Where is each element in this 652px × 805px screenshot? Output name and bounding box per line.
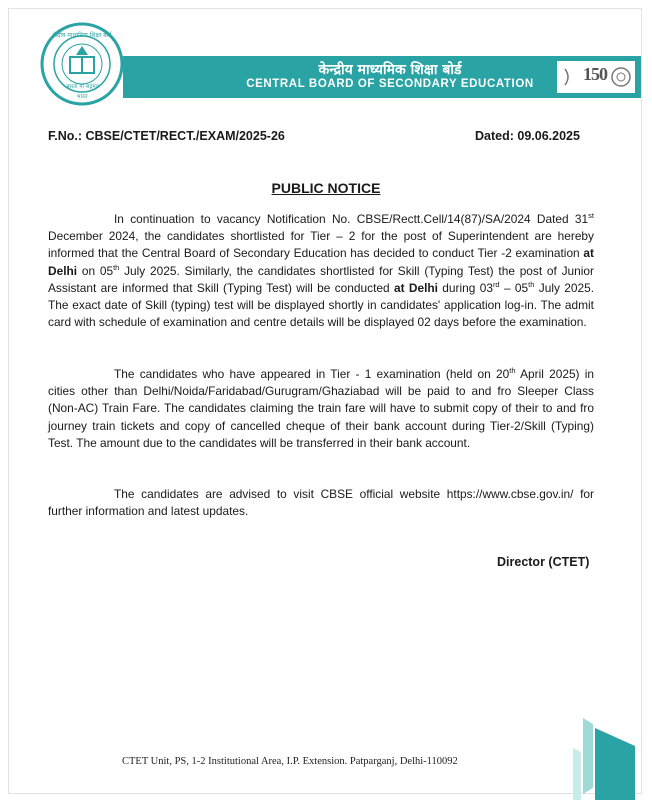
notice-paragraph-2: The candidates who have appeared in Tier - 1 examination (held on 20th April 2025) in cities other than Delhi/Noida/Faridabad/Gurugram/Ghaziabad will be paid to and fro Sleeper Class (Non-AC) Train Fare. The candidates claiming the train fare will have to submit copy of their to and fro journey train tickets and copy of cancelled cheque of their bank account during Tier-2/Skill (Typing) Test. The amount due to the candidates will be transferred in their bank account.: [48, 366, 594, 450]
footer-address: CTET Unit, PS, 1-2 Institutional Area, I.P. Extension. Patparganj, Delhi-110092: [122, 756, 458, 767]
seal-top-text: केंद्रीय माध्यमिक शिक्षा बोर्ड: [52, 32, 112, 39]
seal-bottom-text: भारत: [76, 94, 88, 100]
board-name-hindi: केन्द्रीय माध्यमिक शिक्षा बोर्ड: [318, 62, 462, 78]
cbse-logo: [40, 22, 124, 106]
notice-paragraph-3: The candidates are advised to visit CBSE official website https://www.cbse.gov.in/ for further information and latest updates.: [48, 487, 594, 519]
signatory: Director (CTET): [497, 555, 590, 569]
anniversary-mark-text: 150: [583, 64, 607, 84]
notice-title: PUBLIC NOTICE: [271, 180, 381, 196]
notice-paragraph-1: In continuation to vacancy Notification No. CBSE/Rectt.Cell/14(87)/SA/2024 Dated 31st December 2024, the candidates shortlisted for Tier – 2 for the post of Superintendent are hereby informed that the Central Board of Secondary Education has decided to conduct Tier -2 examination at Delhi on 05th July 2025. Similarly, the candidates shortlisted for Skill (Typing Test) the post of Junior Assistant are informed that Skill (Typing Test) will be conducted at Delhi during 03rd – 05th July 2025. The exact date of Skill (typing) test will be displayed shortly in candidates' application log-in. The admit card with schedule of examination and centre details will be displayed 02 days before the examination.: [48, 211, 595, 330]
file-number: F.No.: CBSE/CTET/RECT./EXAM/2025-26: [48, 129, 285, 143]
notice-date: Dated: 09.06.2025: [475, 129, 580, 143]
corner-decoration-icon: [565, 718, 635, 800]
board-name-english: CENTRAL BOARD OF SECONDARY EDUCATION: [246, 78, 534, 90]
seal-motto-text: असतो मा सद्गमय: [65, 84, 99, 90]
